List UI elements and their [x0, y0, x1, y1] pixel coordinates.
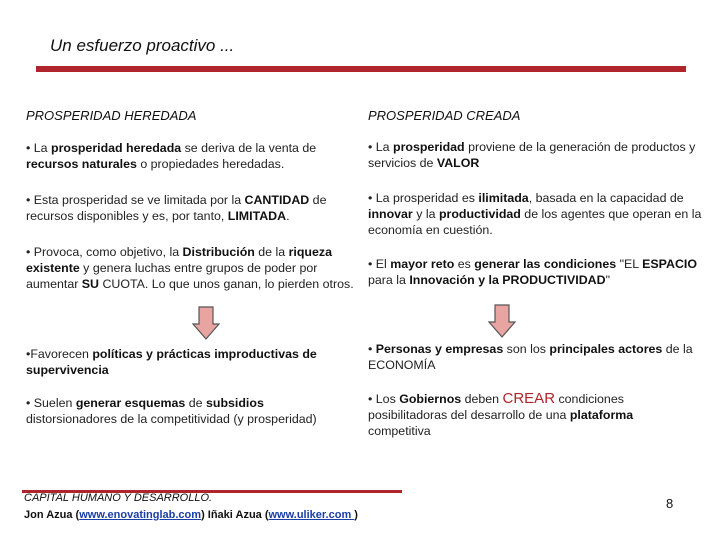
right-paragraph-4: • Personas y empresas son los principales actores de la ECONOMÍA — [368, 342, 693, 372]
left-paragraph-2: • Esta prosperidad se ve limitada por la CANTIDAD de recursos disponibles y es, por tanto, LIMITADA. — [26, 193, 327, 223]
left-paragraph-5: • Suelen generar esquemas de subsidios distorsionadores de la competitividad (y prosperidad) — [26, 396, 317, 426]
left-paragraph-4: •Favorecen políticas y prácticas improductivas de supervivencia — [26, 347, 317, 377]
footer-title: CAPITAL HUMANO Y DESARROLLO. — [24, 493, 213, 502]
footer-credits — [24, 509, 358, 521]
credit-text: ) Iñaki Azua ( — [201, 509, 269, 521]
credit-text: Jon Azua ( — [24, 509, 80, 521]
uliker-link[interactable]: www.uliker.com — [268, 509, 355, 521]
left-down-arrow-icon — [192, 306, 220, 340]
left-paragraph-3: • Provoca, como objetivo, la Distribución de la riqueza existente y genera luchas entre grupos de poder por aumentar SU CUOTA. Lo que unos ganan, lo pierden otros. — [26, 245, 354, 291]
title-divider — [36, 66, 686, 72]
right-paragraph-3: • El mayor reto es generar las condiciones "EL ESPACIO para la Innovación y la PRODUCTIVIDAD" — [368, 257, 697, 287]
page-number: 8 — [666, 496, 674, 511]
right-paragraph-5: • Los Gobiernos deben CREAR condiciones posibilitadoras del desarrollo de una plataforma competitiva — [368, 390, 634, 438]
right-column-heading: PROSPERIDAD CREADA — [368, 108, 521, 123]
right-down-arrow-icon — [488, 304, 516, 338]
enovatinglab-link[interactable]: www.enovatinglab.com — [79, 509, 202, 521]
slide-title: Un esfuerzo proactivo ... — [50, 36, 235, 55]
right-paragraph-1: • La prosperidad proviene de la generación de productos y servicios de VALOR — [368, 140, 696, 170]
right-paragraph-2: • La prosperidad es ilimitada, basada en la capacidad de innovar y la productividad de los agentes que operan en la economía en cuestión. — [368, 191, 702, 237]
credit-text: ) — [354, 509, 358, 521]
left-paragraph-1: • La prosperidad heredada se deriva de la venta de recursos naturales o propiedades heredadas. — [26, 141, 317, 171]
left-column-heading: PROSPERIDAD HEREDADA — [26, 108, 197, 123]
